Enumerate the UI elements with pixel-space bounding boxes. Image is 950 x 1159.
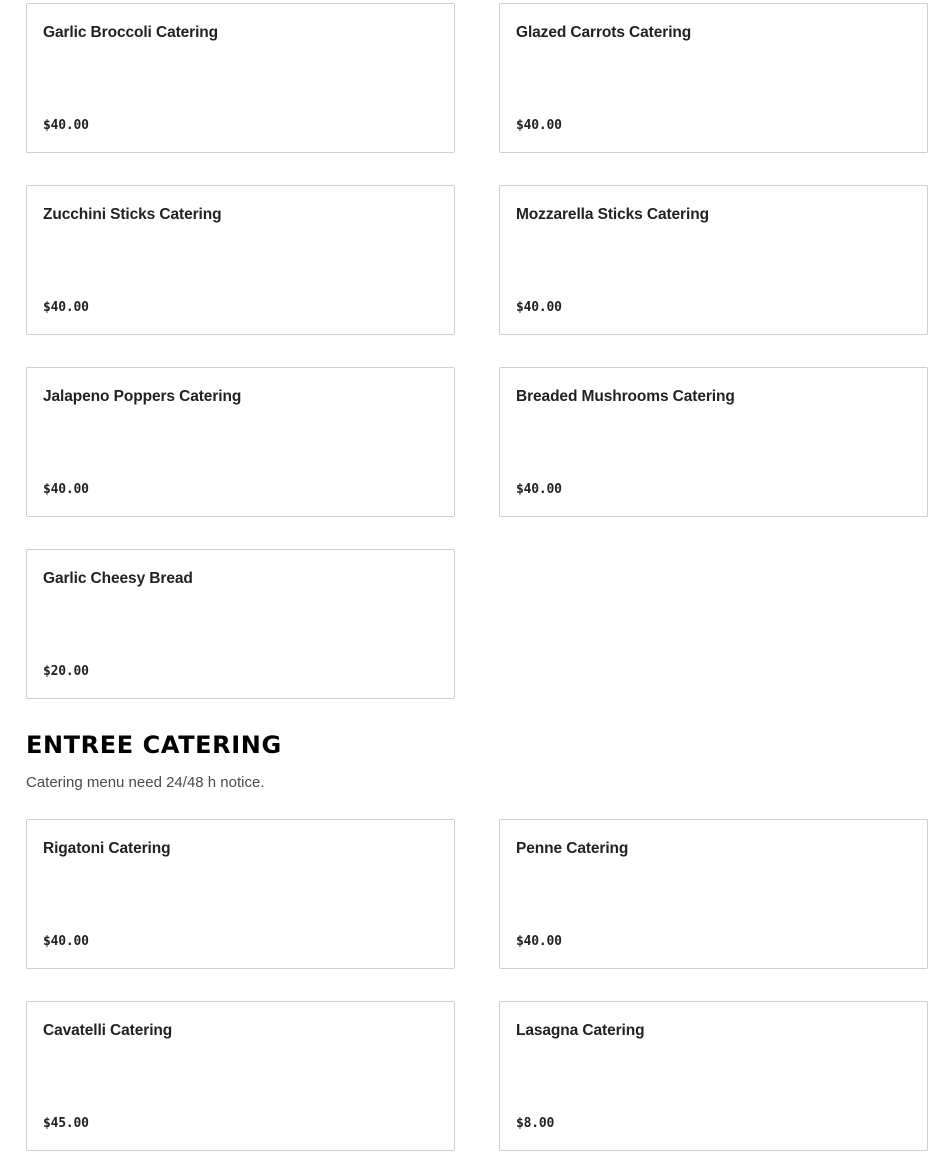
menu-item-card[interactable] (26, 3, 455, 153)
menu-item-name: Glazed Carrots Catering (516, 24, 692, 41)
menu-item-price: $40.00 (516, 118, 562, 133)
menu-item-price: $20.00 (43, 664, 89, 679)
entree-items-grid (26, 819, 928, 1151)
menu-item-card[interactable] (499, 367, 928, 517)
menu-item-price: $40.00 (516, 300, 562, 315)
menu-item-price: $45.00 (43, 1116, 89, 1131)
menu-item-name: Jalapeno Poppers Catering (43, 388, 242, 405)
menu-item-price: $40.00 (43, 482, 89, 497)
menu-item-card[interactable] (26, 1001, 455, 1151)
menu-item-name: Lasagna Catering (516, 1022, 645, 1039)
side-items-grid (26, 3, 928, 699)
menu-item-card[interactable] (499, 3, 928, 153)
menu-item-price: $8.00 (516, 1116, 555, 1131)
menu-item-price: $40.00 (516, 482, 562, 497)
menu-item-name: Rigatoni Catering (43, 840, 171, 857)
menu-item-name: Garlic Cheesy Bread (43, 570, 193, 587)
menu-item-name: Cavatelli Catering (43, 1022, 173, 1039)
section-title: ENTREE CATERING (26, 731, 282, 759)
menu-item-price: $40.00 (43, 118, 89, 133)
menu-item-price: $40.00 (516, 934, 562, 949)
menu-item-name: Breaded Mushrooms Catering (516, 388, 735, 405)
menu-item-name: Penne Catering (516, 840, 629, 857)
menu-item-card[interactable] (26, 549, 455, 699)
menu-item-price: $40.00 (43, 934, 89, 949)
menu-item-card[interactable] (26, 819, 455, 969)
menu-item-name: Mozzarella Sticks Catering (516, 206, 709, 223)
menu-item-card[interactable] (499, 185, 928, 335)
menu-item-name: Zucchini Sticks Catering (43, 206, 222, 223)
menu-item-price: $40.00 (43, 300, 89, 315)
menu-item-card[interactable] (26, 185, 455, 335)
menu-item-card[interactable] (499, 1001, 928, 1151)
section-note: Catering menu need 24/48 h notice. (26, 774, 265, 791)
menu-item-card[interactable] (499, 819, 928, 969)
menu-item-card[interactable] (26, 367, 455, 517)
menu-item-name: Garlic Broccoli Catering (43, 24, 219, 41)
